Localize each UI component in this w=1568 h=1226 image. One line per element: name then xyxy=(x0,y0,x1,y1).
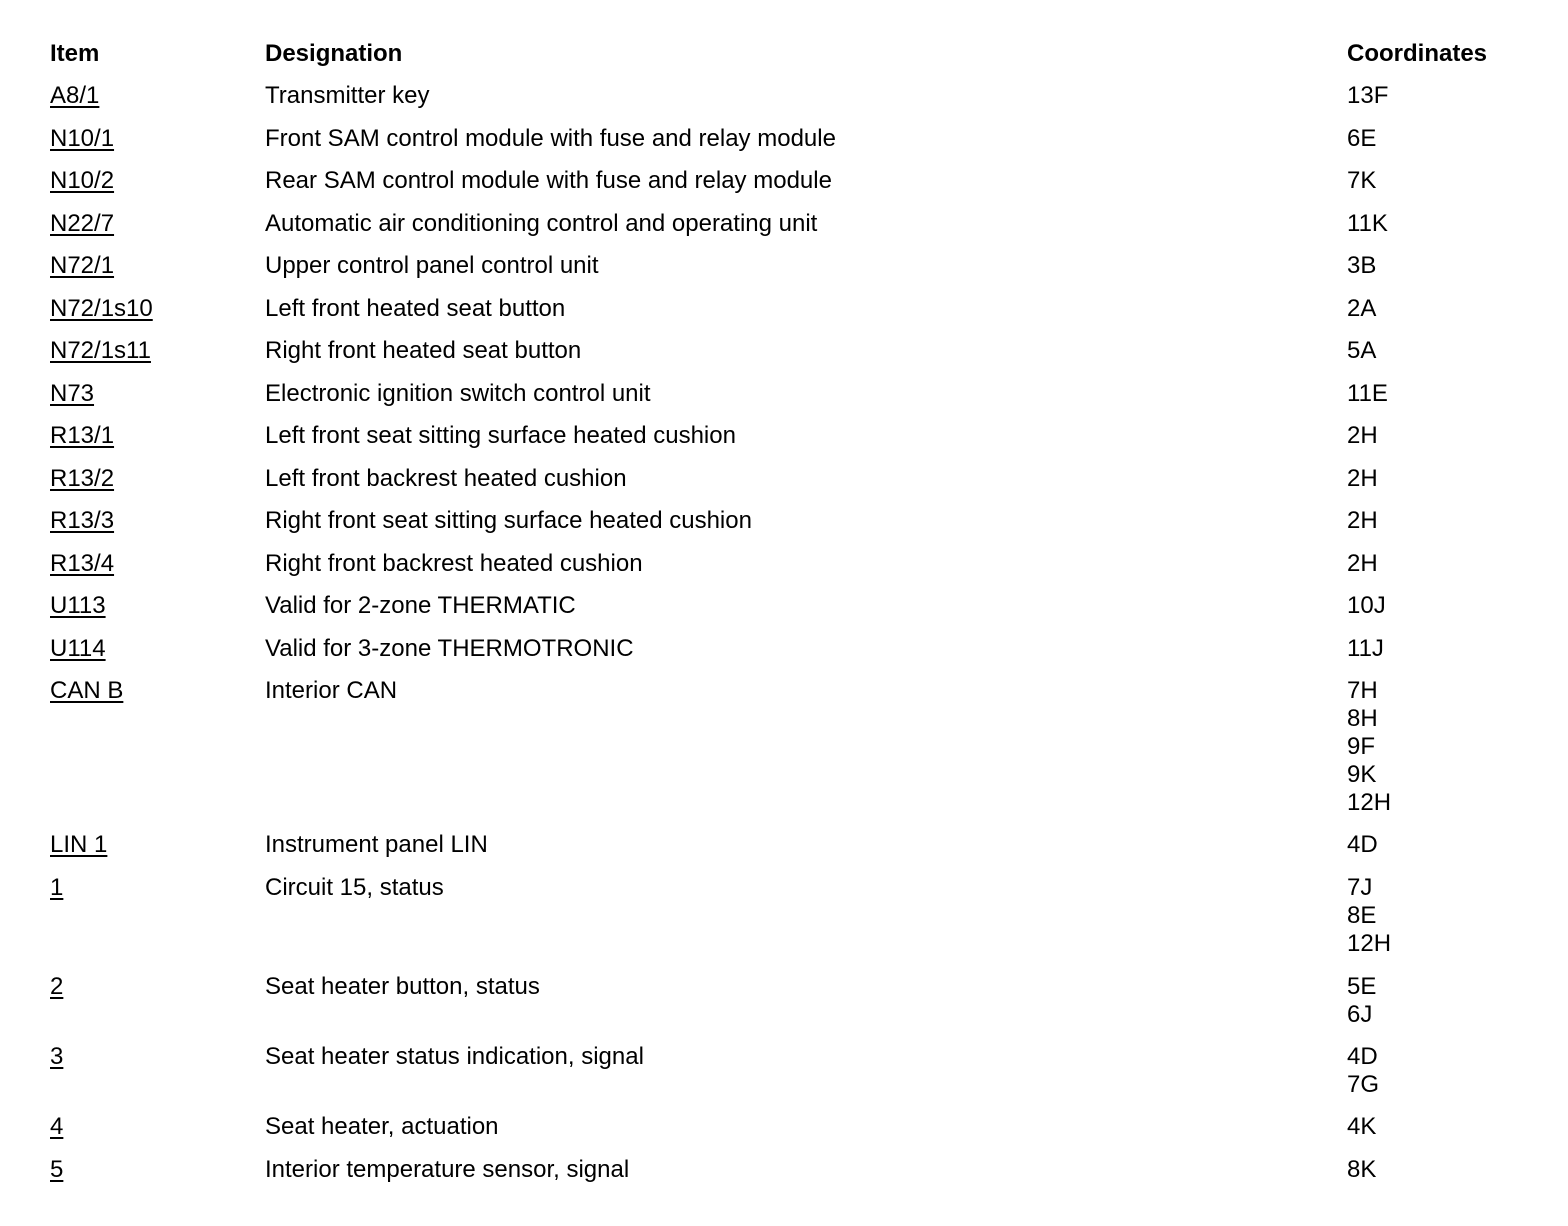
coordinate: 12H xyxy=(1347,930,1392,957)
designation: Front SAM control module with fuse and relay module xyxy=(265,125,836,152)
item-link[interactable]: 1 xyxy=(50,874,64,901)
item-link[interactable]: 2 xyxy=(50,973,64,1000)
coordinate: 8E xyxy=(1347,902,1377,929)
coordinate: 13F xyxy=(1347,82,1389,109)
designation: Right front backrest heated cushion xyxy=(265,550,643,577)
item-link[interactable]: N72/1s11 xyxy=(50,337,151,364)
coordinates xyxy=(1347,465,1378,493)
designation: Transmitter key xyxy=(265,82,430,109)
coordinate: 9K xyxy=(1347,761,1377,788)
coordinates xyxy=(1347,592,1386,620)
coordinate: 4D xyxy=(1347,831,1378,858)
coordinates xyxy=(1347,252,1376,280)
coordinate: 8H xyxy=(1347,705,1378,732)
item-link[interactable]: N72/1s10 xyxy=(50,295,153,322)
coordinate: 11K xyxy=(1347,210,1388,237)
item-link[interactable]: N73 xyxy=(50,380,95,407)
designation: Seat heater button, status xyxy=(265,973,540,1000)
coordinates xyxy=(1347,125,1376,153)
coordinate: 5E xyxy=(1347,973,1377,1000)
item-link[interactable]: LIN 1 xyxy=(50,831,108,858)
header-designation: Designation xyxy=(265,40,403,67)
coordinates xyxy=(1347,82,1388,110)
item-link[interactable]: R13/2 xyxy=(50,465,115,492)
coordinates xyxy=(1347,507,1378,535)
item-link[interactable]: A8/1 xyxy=(50,82,100,109)
designation: Left front heated seat button xyxy=(265,295,566,322)
coordinate: 4K xyxy=(1347,1113,1377,1140)
coordinate: 6E xyxy=(1347,125,1377,152)
item-link[interactable]: 3 xyxy=(50,1043,64,1070)
item-link[interactable]: R13/4 xyxy=(50,550,115,577)
coordinate: 11E xyxy=(1347,380,1388,407)
coordinates xyxy=(1347,337,1376,365)
coordinates xyxy=(1347,167,1376,195)
designation: Instrument panel LIN xyxy=(265,831,488,858)
designation: Seat heater, actuation xyxy=(265,1113,499,1140)
item-link[interactable]: U113 xyxy=(50,592,106,619)
coordinates xyxy=(1347,210,1388,238)
item-link[interactable]: CAN B xyxy=(50,677,124,704)
coordinates xyxy=(1347,677,1391,817)
coordinates xyxy=(1347,422,1378,450)
header-item: Item xyxy=(50,40,100,67)
designation: Right front seat sitting surface heated cushion xyxy=(265,507,752,534)
designation: Automatic air conditioning control and operating unit xyxy=(265,210,818,237)
coordinates xyxy=(1347,380,1388,408)
coordinate: 12H xyxy=(1347,789,1392,816)
coordinates xyxy=(1347,874,1391,958)
item-link[interactable]: R13/1 xyxy=(50,422,115,449)
coordinate: 8K xyxy=(1347,1156,1377,1183)
coordinate: 5A xyxy=(1347,337,1377,364)
coordinates xyxy=(1347,1043,1379,1099)
designation: Rear SAM control module with fuse and relay module xyxy=(265,167,832,194)
coordinates xyxy=(1347,1156,1376,1184)
coordinate: 2H xyxy=(1347,422,1378,449)
coordinate: 2H xyxy=(1347,465,1378,492)
designation: Valid for 2-zone THERMATIC xyxy=(265,592,576,619)
designation: Circuit 15, status xyxy=(265,874,444,901)
coordinate: 7G xyxy=(1347,1071,1380,1098)
header-coordinates: Coordinates xyxy=(1347,40,1488,67)
coordinates xyxy=(1347,831,1378,859)
coordinate: 9F xyxy=(1347,733,1376,760)
item-link[interactable]: R13/3 xyxy=(50,507,115,534)
coordinate: 6J xyxy=(1347,1001,1373,1028)
coordinate: 2A xyxy=(1347,295,1377,322)
coordinate: 7K xyxy=(1347,167,1377,194)
coordinate: 3B xyxy=(1347,252,1377,279)
coordinates xyxy=(1347,635,1384,663)
coordinates xyxy=(1347,1113,1376,1141)
designation: Interior CAN xyxy=(265,677,398,704)
coordinate: 4D xyxy=(1347,1043,1378,1070)
item-link[interactable]: U114 xyxy=(50,635,106,662)
item-link[interactable]: N10/2 xyxy=(50,167,115,194)
designation: Upper control panel control unit xyxy=(265,252,599,279)
coordinate: 7J xyxy=(1347,874,1373,901)
item-link[interactable]: N10/1 xyxy=(50,125,115,152)
designation: Seat heater status indication, signal xyxy=(265,1043,644,1070)
coordinates xyxy=(1347,550,1378,578)
coordinate: 2H xyxy=(1347,550,1378,577)
coordinate: 11J xyxy=(1347,635,1384,662)
coordinates xyxy=(1347,295,1376,323)
item-link[interactable]: 4 xyxy=(50,1113,64,1140)
designation: Left front backrest heated cushion xyxy=(265,465,627,492)
item-link[interactable]: 5 xyxy=(50,1156,64,1183)
coordinate: 10J xyxy=(1347,592,1386,619)
coordinate: 2H xyxy=(1347,507,1378,534)
coordinate: 7H xyxy=(1347,677,1378,704)
designation: Valid for 3-zone THERMOTRONIC xyxy=(265,635,634,662)
designation: Right front heated seat button xyxy=(265,337,582,364)
item-link[interactable]: N22/7 xyxy=(50,210,115,237)
item-link[interactable]: N72/1 xyxy=(50,252,115,279)
designation: Interior temperature sensor, signal xyxy=(265,1156,630,1183)
designation: Left front seat sitting surface heated cushion xyxy=(265,422,736,449)
coordinates xyxy=(1347,973,1376,1029)
designation: Electronic ignition switch control unit xyxy=(265,380,651,407)
